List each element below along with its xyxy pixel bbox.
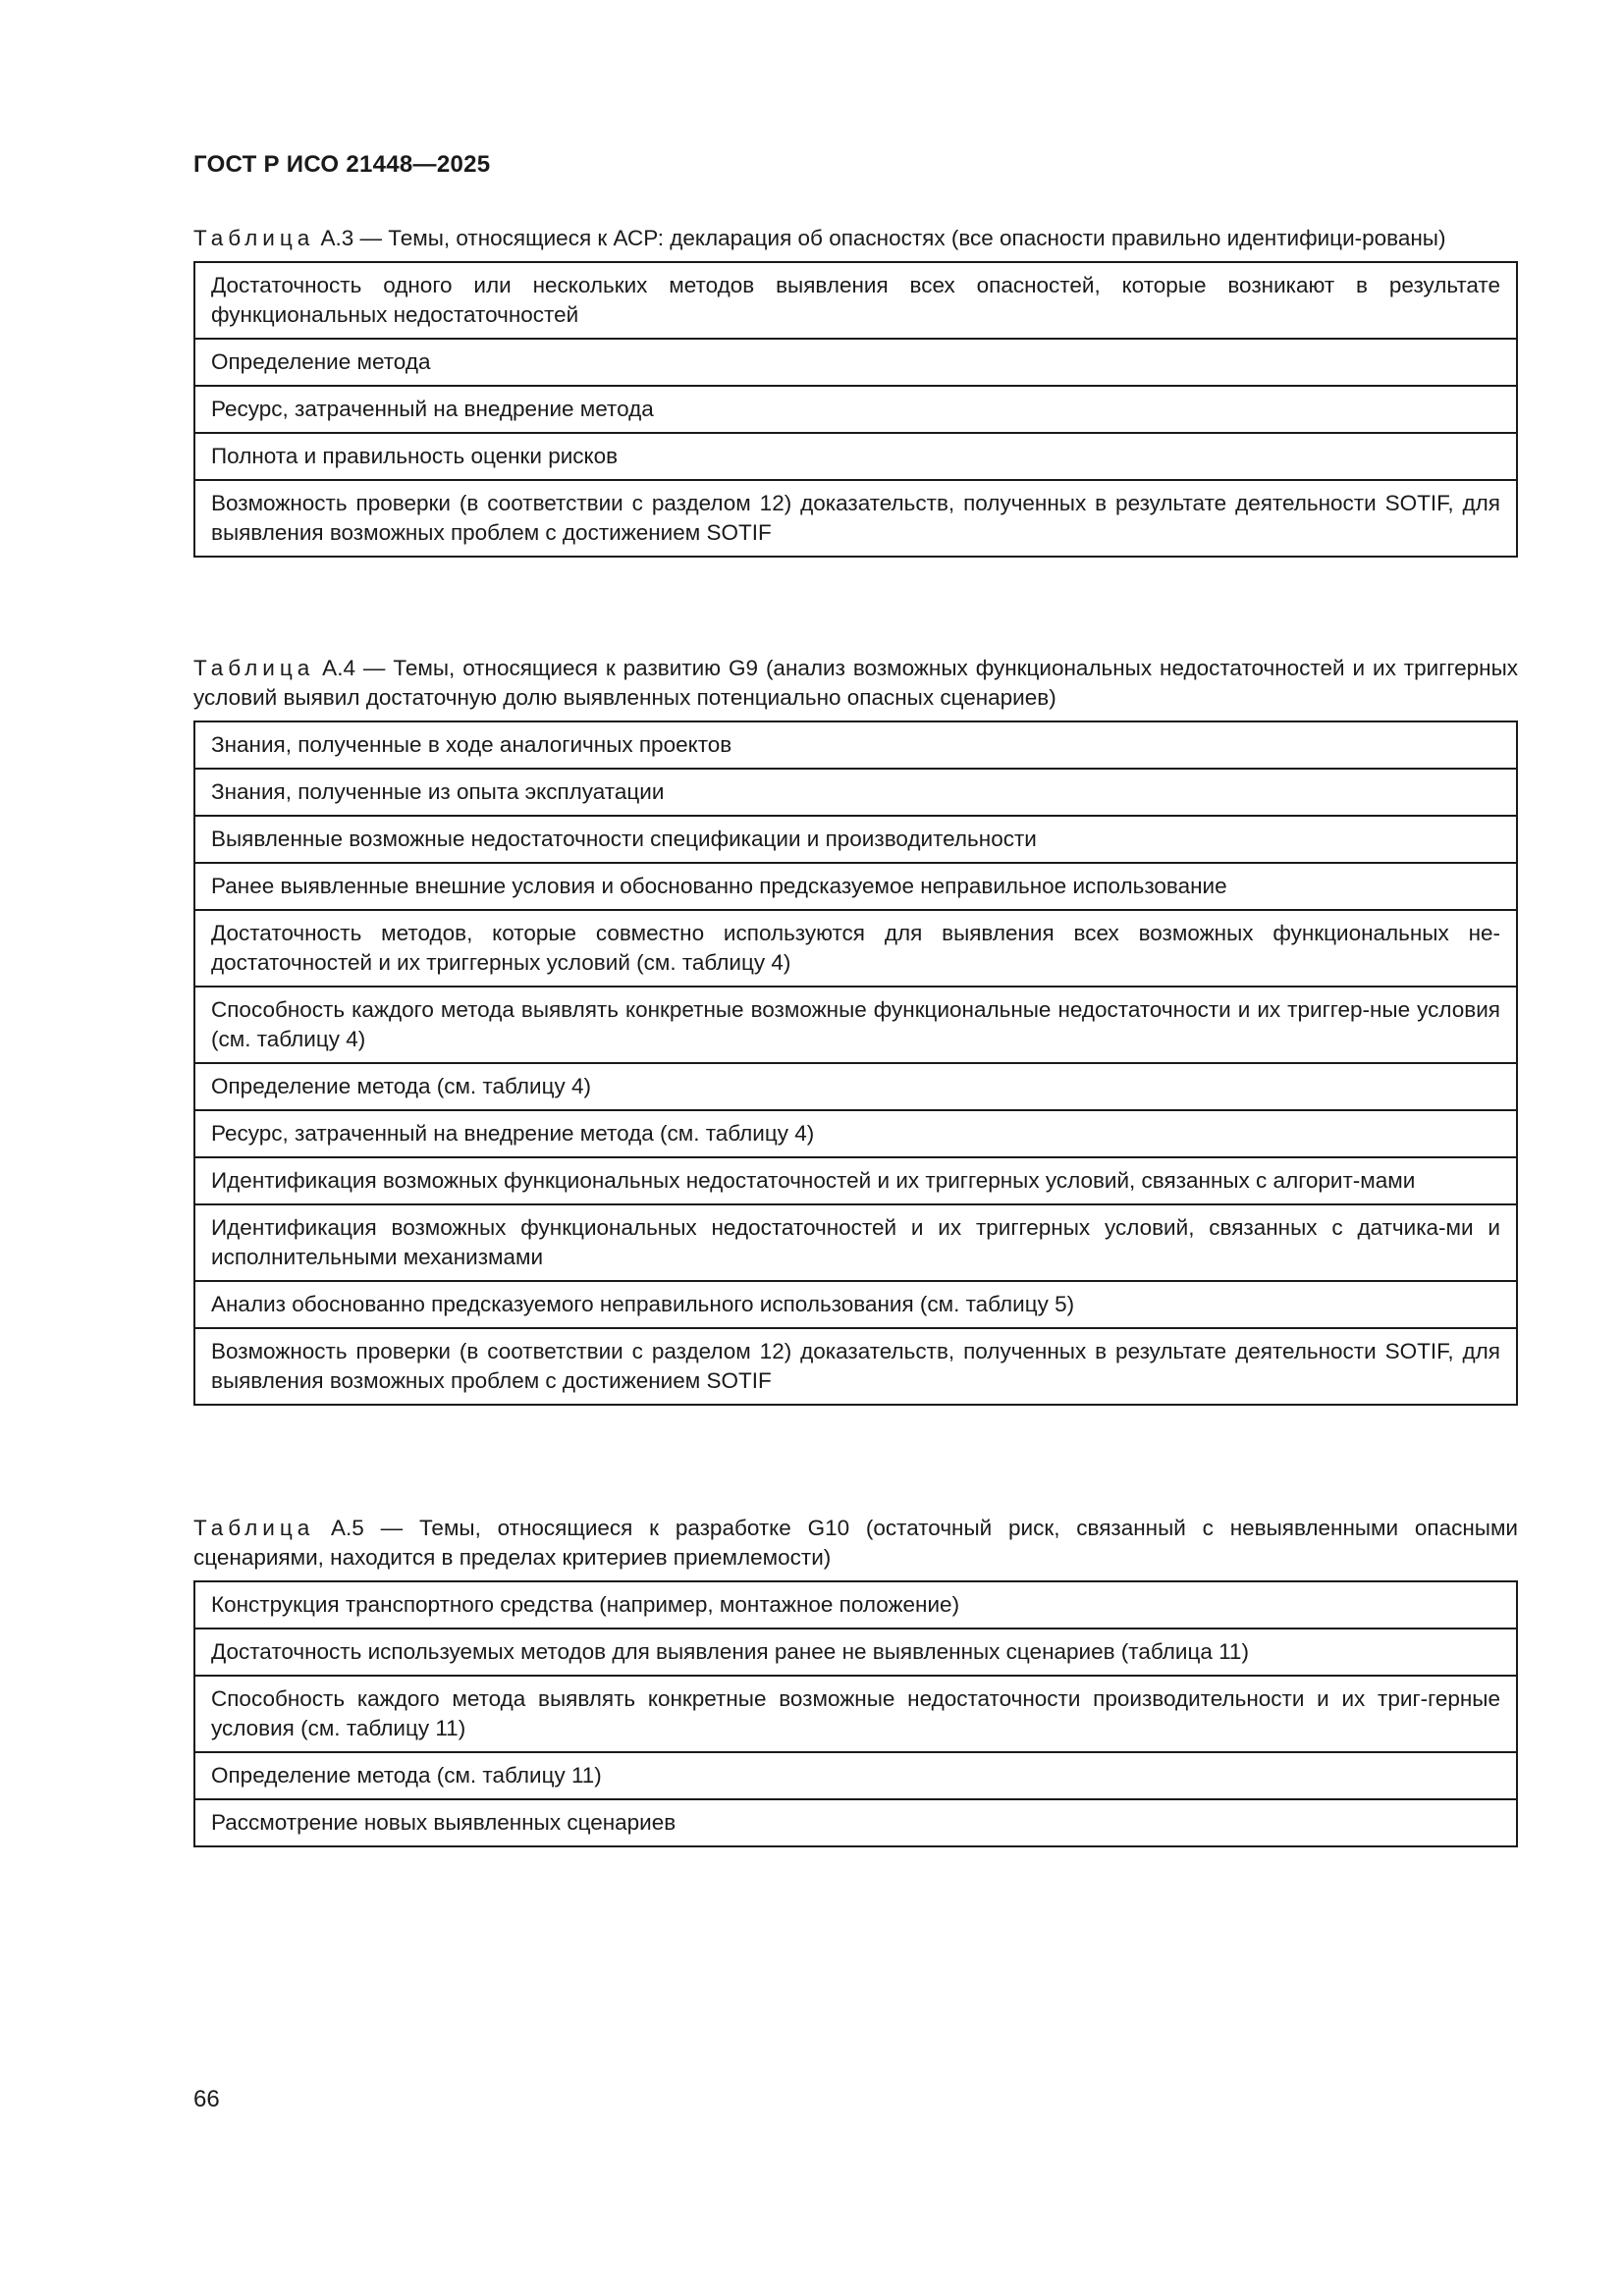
table-row: [194, 721, 1517, 769]
table-a3-block: [193, 224, 1518, 558]
table-row: [194, 1581, 1517, 1629]
table-row: [194, 480, 1517, 557]
table-a5-caption: [193, 1514, 1518, 1573]
table-row: [194, 1157, 1517, 1204]
document-code: ГОСТ Р ИСО 21448—2025: [193, 151, 491, 178]
table-row: [194, 816, 1517, 863]
table-row: [194, 1328, 1517, 1405]
table-cell: Полнота и правильность оценки рисков: [194, 433, 1517, 480]
table-cell: Знания, полученные из опыта эксплуатации: [194, 769, 1517, 816]
table-cell: Способность каждого метода выявлять конкретные возможные недостаточности производительности и их триг-герные условия (см. таблицу 11): [194, 1676, 1517, 1752]
table-cell: Идентификация возможных функциональных недостаточностей и их триггерных условий, связанных с алгорит-мами: [194, 1157, 1517, 1204]
table-row: [194, 433, 1517, 480]
table-row: [194, 339, 1517, 386]
table-row: [194, 1063, 1517, 1110]
table-row: [194, 386, 1517, 433]
table-a4-block: [193, 654, 1518, 1406]
table-a4-caption-text: А.4 — Темы, относящиеся к развитию G9 (анализ возможных функциональных недостаточностей и их триггерных условий выявил достаточную долю выявленных потенциально опасных сценариев): [193, 656, 1518, 710]
table-cell: Рассмотрение новых выявленных сценариев: [194, 1799, 1517, 1846]
table-row: [194, 262, 1517, 339]
page-number: 66: [193, 2086, 220, 2112]
table-cell: Определение метода (см. таблицу 11): [194, 1752, 1517, 1799]
table-a3-caption-text: А.3 — Темы, относящиеся к АСР: декларация об опасностях (все опасности правильно идентифици-рованы): [314, 226, 1446, 250]
table-a4-caption: [193, 654, 1518, 713]
table-cell: Ресурс, затраченный на внедрение метода (см. таблицу 4): [194, 1110, 1517, 1157]
table-row: [194, 769, 1517, 816]
table-cell: Идентификация возможных функциональных недостаточностей и их триггерных условий, связанных с датчика-ми и исполнительными механизмами: [194, 1204, 1517, 1281]
table-row: [194, 1204, 1517, 1281]
table-row: [194, 1110, 1517, 1157]
table-a4: [193, 721, 1518, 1406]
table-cell: Ресурс, затраченный на внедрение метода: [194, 386, 1517, 433]
table-a5: [193, 1580, 1518, 1847]
table-a3-caption-prefix: Таблица: [193, 226, 315, 250]
table-a3-caption: [193, 224, 1518, 253]
table-row: [194, 863, 1517, 910]
table-cell: Выявленные возможные недостаточности спецификации и производительности: [194, 816, 1517, 863]
table-cell: Способность каждого метода выявлять конкретные возможные функциональные недостаточности и их триггер-ные условия (см. таблицу 4): [194, 987, 1517, 1063]
table-cell: Достаточность одного или нескольких методов выявления всех опасностей, которые возникают в результате функциональных недостаточностей: [194, 262, 1517, 339]
table-row: [194, 1281, 1517, 1328]
table-row: [194, 1752, 1517, 1799]
table-cell: Достаточность используемых методов для выявления ранее не выявленных сценариев (таблица 11): [194, 1629, 1517, 1676]
table-cell: Анализ обоснованно предсказуемого неправильного использования (см. таблицу 5): [194, 1281, 1517, 1328]
table-a5-caption-text: А.5 — Темы, относящиеся к разработке G10 (остаточный риск, связанный с невыявленными опасными сценариями, находится в пределах критериев приемлемости): [193, 1516, 1518, 1570]
table-row: [194, 1676, 1517, 1752]
table-cell: Ранее выявленные внешние условия и обоснованно предсказуемое неправильное использование: [194, 863, 1517, 910]
table-cell: Достаточность методов, которые совместно используются для выявления всех возможных функциональных не-достаточностей и их триггерных условий (см. таблицу 4): [194, 910, 1517, 987]
table-row: [194, 910, 1517, 987]
table-a3: [193, 261, 1518, 558]
table-cell: Определение метода (см. таблицу 4): [194, 1063, 1517, 1110]
table-cell: Возможность проверки (в соответствии с разделом 12) доказательств, полученных в результате деятельности SOTIF, для выявления возможных проблем с достижением SOTIF: [194, 480, 1517, 557]
table-cell: Возможность проверки (в соответствии с разделом 12) доказательств, полученных в результате деятельности SOTIF, для выявления возможных проблем с достижением SOTIF: [194, 1328, 1517, 1405]
table-cell: Конструкция транспортного средства (например, монтажное положение): [194, 1581, 1517, 1629]
table-row: [194, 987, 1517, 1063]
table-cell: Знания, полученные в ходе аналогичных проектов: [194, 721, 1517, 769]
table-a5-block: [193, 1514, 1518, 1847]
table-row: [194, 1629, 1517, 1676]
table-a4-caption-prefix: Таблица: [193, 656, 315, 680]
table-a5-caption-prefix: Таблица: [193, 1516, 315, 1540]
table-cell: Определение метода: [194, 339, 1517, 386]
table-row: [194, 1799, 1517, 1846]
